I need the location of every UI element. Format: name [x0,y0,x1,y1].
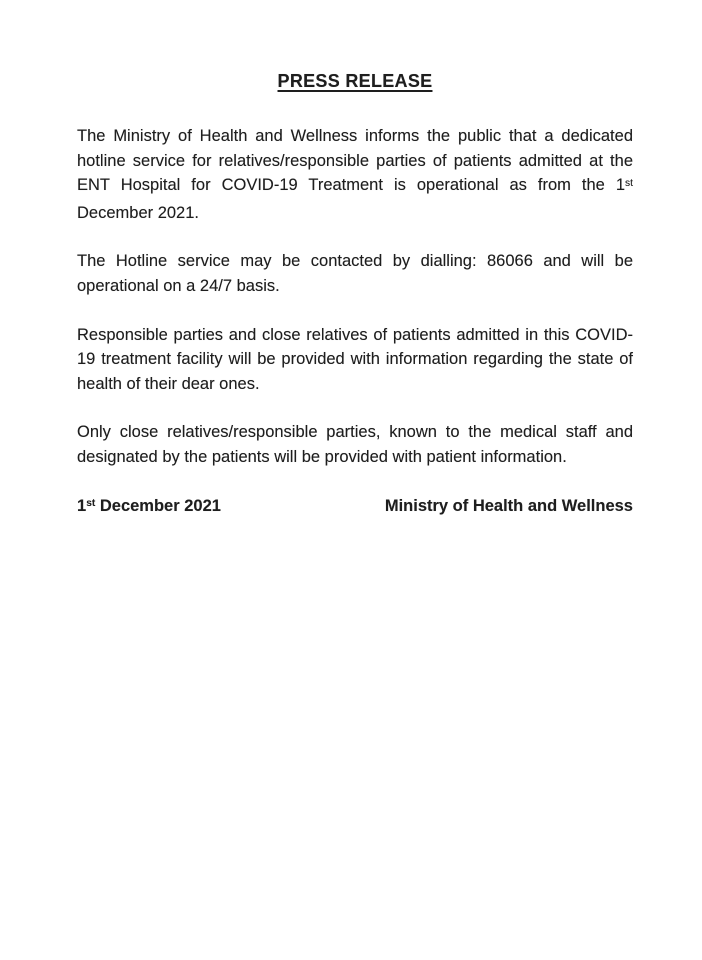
footer-date-month-year: December 2021 [95,496,221,515]
paragraph-hotline: The Hotline service may be contacted by dialling: 86066 and will be operational on a 24/7 basis. [77,252,633,295]
paragraph-intro [77,124,633,225]
page-title [77,70,633,92]
page-title-text: PRESS RELEASE [277,71,433,91]
footer-organization: Ministry of Health and Wellness [384,496,633,515]
paragraph-responsible-parties: Responsible parties and close relatives of patients admitted in this COVID-19 treatment facility will be provided with information regarding the state of health of their dear ones. [77,325,633,393]
footer-date-superscript: st [86,497,96,509]
footer-date [77,494,221,522]
footer-date-day: 1 [77,496,87,515]
paragraph-patient-information: Only close relatives/responsible parties, known to the medical staff and designated by the patients will be provided with patient information. [77,423,633,466]
document-footer [77,494,633,522]
superscript-st: st [625,177,633,189]
paragraph-intro-date: December 2021. [77,203,199,222]
paragraph-intro-text: The Ministry of Health and Wellness informs the public that a dedicated hotline service for relatives/responsible parties of patients admitted at the ENT Hospital for COVID-19 Treatment is operational as from the 1 [77,127,633,195]
